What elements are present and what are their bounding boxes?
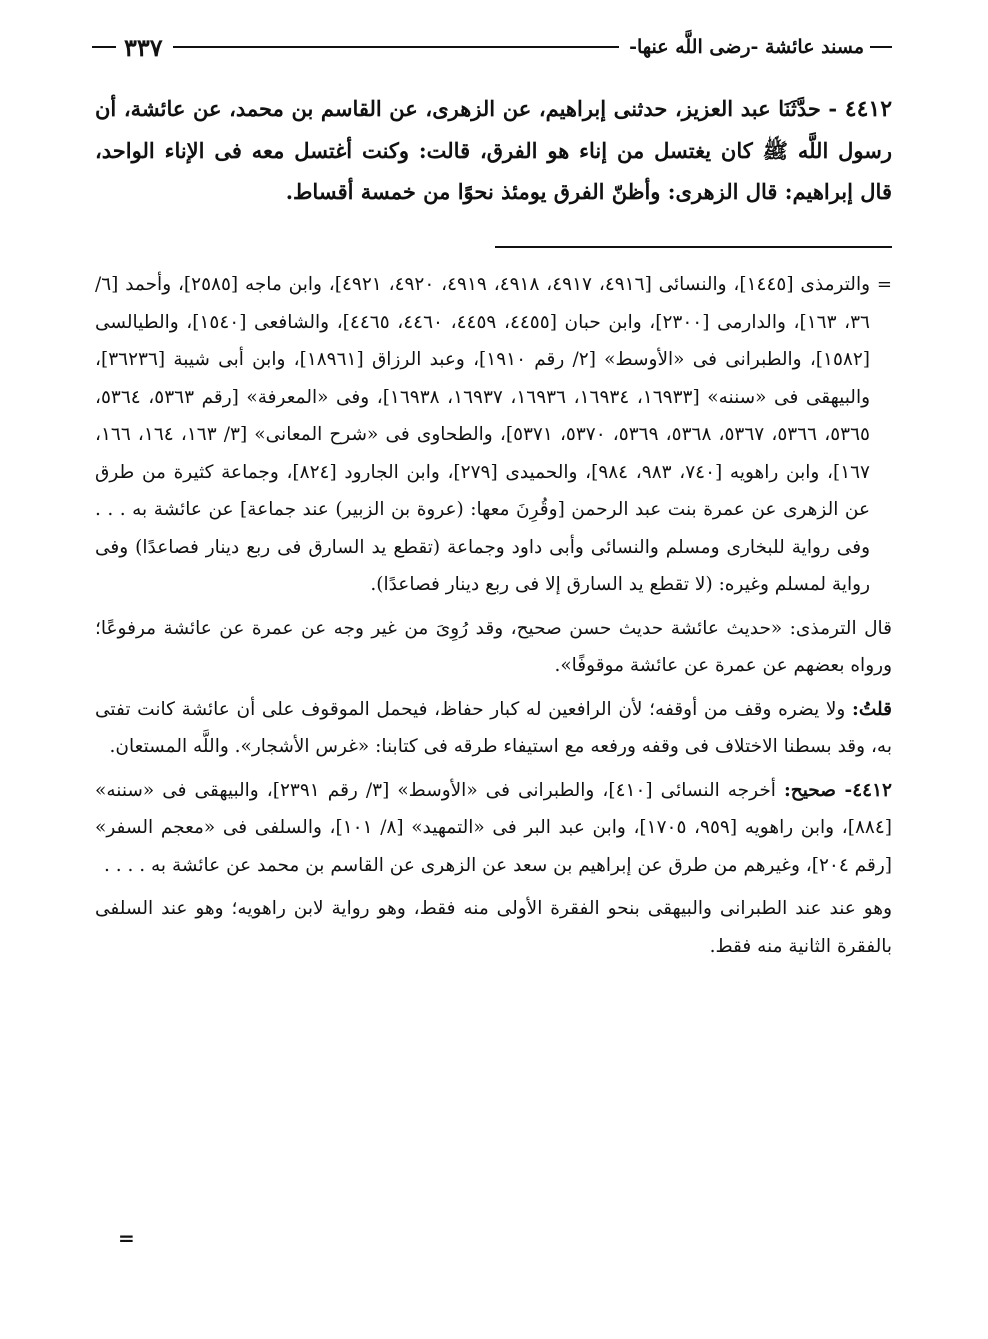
takhrij-lead: ٤٤١٢- صحيح: [783, 779, 892, 801]
header-dash-right [870, 46, 892, 48]
takhrij-text: أخرجه النسائى [٤١٠]، والطبرانى فى «الأوسط» [٣/ رقم ٢٣٩١]، والبيهقى فى «سننه» [٨٨٤]، وابن راهويه [٩٥٩، ١٧٠٥]، وابن عبد البر فى «التمهيد» [٨/ ١٠١]، والسلفى فى «معجم السفر» [رقم ٢٠٤]، وغيرهم من طرق عن إبراهيم بن سعد عن الزهرى عن القاسم بن محمد عن عائشة به . . . . [95, 779, 892, 876]
footnote-separator [495, 246, 892, 248]
continuation-marker: = [876, 274, 892, 295]
hadith-body: عبد العزيز، حدثنى إبراهيم، عن الزهرى، عن القاسم بن محمد، عن عائشة، أن رسول اللَّه ﷺ كان يغتسل من إناء هو الفرق، قالت: وكنت أغتسل معه فى الإناء الواحد، قال إبراهيم: قال الزهرى: وأظنّ الفرق يومئذ نحوًا من خمسة أقساط. [95, 96, 892, 204]
header-dash-left [92, 46, 116, 48]
footnote-takhrij [95, 772, 892, 885]
qultu-lead: قلتُ: [852, 698, 892, 720]
footnote-final [95, 890, 892, 965]
page-number: ٣٣٧ [124, 32, 163, 62]
footnotes-block [95, 266, 892, 971]
footnote-continuation [95, 266, 892, 604]
hadith-text-block: ٤٤١٢ - حدَّثَنَا عبد العزيز، حدثنى إبراهيم، عن الزهرى، عن القاسم بن محمد، عن عائشة، أن رسول اللَّه ﷺ كان يغتسل من إناء هو الفرق، قالت: وكنت أغتسل معه فى الإناء الواحد، قال إبراهيم: قال الزهرى: وأظنّ الفرق يومئذ نحوًا من خمسة أقساط. [95, 96, 893, 204]
page-header [92, 30, 892, 64]
final-text: وهو عند عند الطبرانى والبيهقى بنحو الفقرة الأولى منه فقط، وهو رواية لابن راهويه؛ وهو عند السلفى بالفقرة الثانية منه فقط. [95, 898, 892, 957]
trailing-marker: = [118, 1226, 135, 1250]
tirmidhi-text: قال الترمذى: «حديث عائشة حديث حسن صحيح، وقد رُوِىَ من غير وجه عن عمرة عن عائشة مرفوعًا؛ ورواه بعضهم عن عمرة عن عائشة موقوفًا». [95, 617, 892, 676]
running-title: مسند عائشة -رضى اللَّه عنها- [629, 36, 864, 58]
footnote-qultu [95, 691, 892, 766]
qultu-text: ولا يضره وقف من أوقفه؛ لأن الرافعين له كبار حفاظ، فيحمل الموقوف على أن عائشة كانت تفتى به، وقد بسطنا الاختلاف فى وقفه ورفعه مع استيفاء طرقه فى كتابنا: «غرس الأشجار». واللَّه المستعان. [95, 698, 892, 757]
hadith-lead-word: حدَّثَنَا [778, 96, 821, 121]
footnote-tirmidhi [95, 610, 892, 685]
header-rule [173, 46, 619, 48]
continuation-text: والترمذى [١٤٤٥]، والنسائى [٤٩١٦، ٤٩١٧، ٤٩١٨، ٤٩١٩، ٤٩٢٠، ٤٩٢١]، وابن ماجه [٢٥٨٥]، وأحمد [٦/ ٣٦، ١٦٣]، والدارمى [٢٣٠٠]، وابن حبان [٤٤٥٥، ٤٤٥٩، ٤٤٦٠، ٤٤٦٥]، والشافعى [١٥٤٠]، والطيالسى [١٥٨٢]، والطبرانى فى «الأوسط» [٢/ رقم ١٩١٠]، وعبد الرزاق [١٨٩٦١]، وابن أبى شيبة [٣٦٢٣٦]، والبيهقى فى «سننه» [١٦٩٣٣، ١٦٩٣٤، ١٦٩٣٦، ١٦٩٣٧، ١٦٩٣٨]، وفى «المعرفة» [رقم ٥٣٦٣، ٥٣٦٤، ٥٣٦٥، ٥٣٦٦، ٥٣٦٧، ٥٣٦٨، ٥٣٦٩، ٥٣٧٠، ٥٣٧١]، والطحاوى فى «شرح المعانى» [٣/ ١٦٣، ١٦٤، ١٦٦، ١٦٧]، وابن راهويه [٧٤٠، ٩٨٣، ٩٨٤]، والحميدى [٢٧٩]، وابن الجارود [٨٢٤]، وجماعة كثيرة من طرق عن الزهرى عن عمرة بنت عبد الرحمن [وقُرِنَ معها: (عروة بن الزبير) عند جماعة] عن عائشة به . . . وفى رواية للبخارى ومسلم والنسائى وأبى داود وجماعة (تقطع يد السارق فى ربع دينار فصاعدًا) وفى رواية لمسلم وغيره: (لا تقطع يد السارق إلا فى ربع دينار فصاعدًا). [95, 274, 871, 595]
hadith-number: ٤٤١٢ [844, 96, 893, 122]
